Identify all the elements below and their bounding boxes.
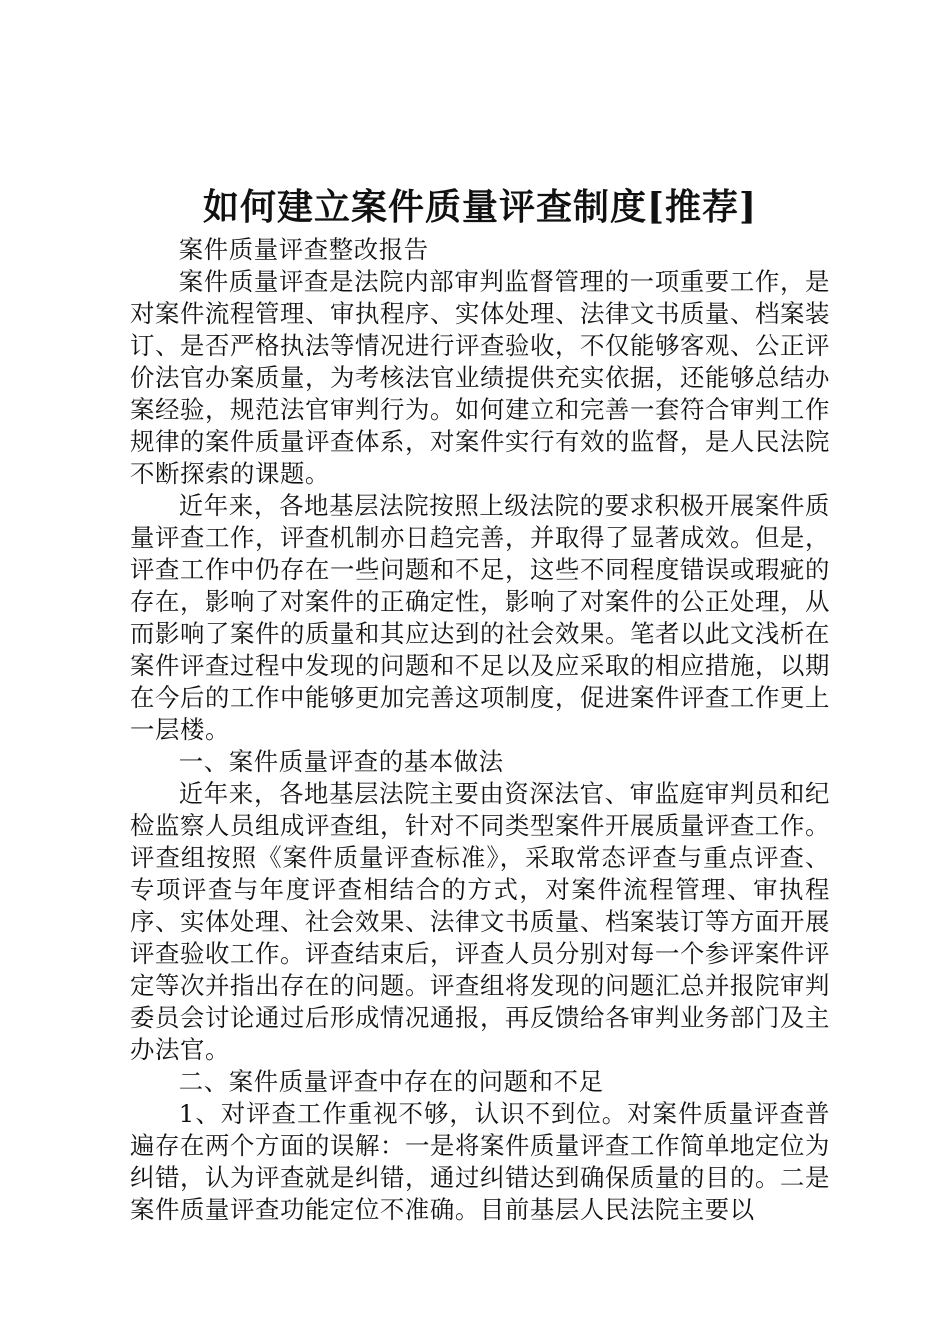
body-paragraph: 近年来，各地基层法院按照上级法院的要求积极开展案件质量评查工作，评查机制亦日趋完善，并取得了显著成效。但是，评查工作中仍存在一些问题和不足，这些不同程度错误或瑕疵的存在，影响了对案件的正确定性，影响了对案件的公正处理，从而影响了案件的质量和其应达到的社会效果。笔者以此文浅析在案件评查过程中发现的问题和不足以及应采取的相应措施，以期在今后的工作中能够更加完善这项制度，促进案件评查工作更上一层楼。 — [130, 491, 830, 744]
document-title: 如何建立案件质量评查制度[推荐] — [202, 186, 758, 228]
document-body — [130, 234, 830, 1226]
body-paragraph: 案件质量评查是法院内部审判监督管理的一项重要工作，是对案件流程管理、审执程序、实体处理、法律文书质量、档案装订、是否严格执法等情况进行评查验收，不仅能够客观、公正评价法官办案质量，为考核法官业绩提供充实依据，还能够总结办案经验，规范法官审判行为。如何建立和完善一套符合审判工作规律的案件质量评查体系，对案件实行有效的监督，是人民法院不断探索的课题。 — [130, 267, 830, 488]
section-heading: 二、案件质量评查中存在的问题和不足 — [178, 1067, 604, 1096]
body-paragraph: 1、对评查工作重视不够，认识不到位。对案件质量评查普遍存在两个方面的误解：一是将案件质量评查工作简单地定位为纠错，认为评查就是纠错，通过纠错达到确保质量的目的。二是案件质量评查功能定位不准确。目前基层人民法院主要以 — [130, 1099, 830, 1224]
section-heading: 一、案件质量评查的基本做法 — [178, 747, 504, 776]
report-subtitle: 案件质量评查整改报告 — [178, 235, 429, 264]
body-paragraph: 近年来，各地基层法院主要由资深法官、审监庭审判员和纪检监察人员组成评查组，针对不同类型案件开展质量评查工作。评查组按照《案件质量评查标准》，采取常态评查与重点评查、专项评查与年度评查相结合的方式，对案件流程管理、审执程序、实体处理、社会效果、法律文书质量、档案装订等方面开展评查验收工作。评查结束后，评查人员分别对每一个参评案件评定等次并指出存在的问题。评查组将发现的问题汇总并报院审判委员会讨论通过后形成情况通报，再反馈给各审判业务部门及主办法官。 — [130, 779, 830, 1064]
